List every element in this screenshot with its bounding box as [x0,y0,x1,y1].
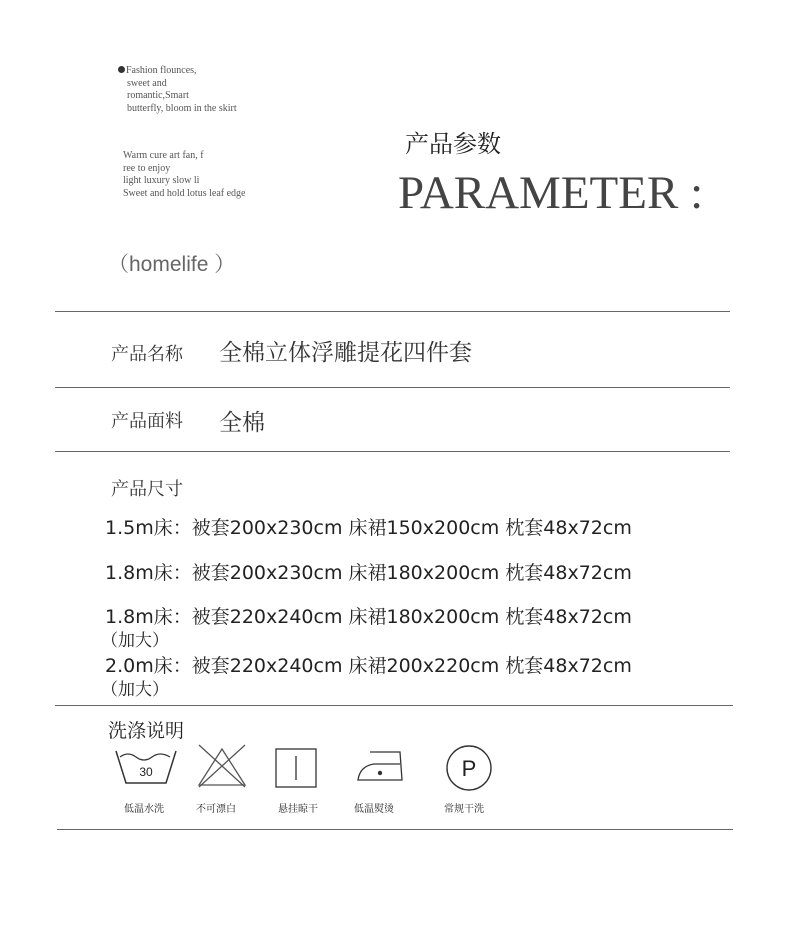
care-label: 悬挂晾干 [278,804,318,815]
intro-line: Sweet and hold lotus leaf edge [123,187,246,199]
intro-line: light luxury slow li [123,175,200,186]
divider [55,705,733,706]
product-name-label: 产品名称 [111,344,183,365]
bullet-icon [118,66,125,73]
divider [55,387,730,388]
heading-cn: 产品参数 [405,130,501,158]
line-dry-icon [275,748,317,788]
intro-line: Fashion flounces, [126,65,197,76]
wash-30-icon [114,747,178,787]
size-bed: 1.8m床： [105,562,192,584]
heading-en: PARAMETER : [398,167,704,219]
product-size-label: 产品尺寸 [111,479,183,500]
product-fabric-label: 产品面料 [111,411,183,432]
care-label: 常规干洗 [444,804,484,815]
size-row [105,513,632,540]
intro-text-a [118,65,237,115]
size-bed: 1.5m床： [105,517,192,539]
intro-line: butterfly, bloom in the skirt [127,102,237,114]
size-bed: 2.0m床： [105,655,192,677]
divider [57,829,733,830]
homelife-text: （homelife ） [108,253,236,276]
dry-clean-letter: P [461,756,477,781]
wash-temp-text: 30 [139,765,153,779]
care-label: 低温水洗 [124,804,164,815]
intro-text-b [123,150,245,200]
size-bed: 1.8m床： [105,606,192,628]
divider [55,311,730,312]
size-row [105,651,632,678]
size-spec: 被套200x230cm 床裙180x200cm 枕套48x72cm [191,562,632,584]
intro-line: ree to enjoy [123,162,171,174]
care-title: 洗涤说明 [108,720,185,742]
care-label: 不可漂白 [196,804,236,815]
size-note: （加大） [101,631,169,651]
size-row [105,602,632,629]
size-spec: 被套200x230cm 床裙150x200cm 枕套48x72cm [191,517,632,539]
dry-clean-icon [445,744,493,792]
size-spec: 被套220x240cm 床裙180x200cm 枕套48x72cm [191,606,632,628]
care-label: 低温熨烫 [354,804,394,815]
size-spec: 被套220x240cm 床裙200x220cm 枕套48x72cm [191,655,632,677]
intro-line: Warm cure art fan, f [123,150,204,161]
size-note: （加大） [101,680,169,700]
product-fabric-value: 全棉 [219,410,265,436]
intro-line: romantic,Smart [127,90,189,101]
no-bleach-icon [196,743,248,789]
size-row [105,558,632,585]
intro-line: sweet and [127,77,167,89]
iron-low-icon [356,746,406,784]
divider [55,451,730,452]
product-name-value: 全棉立体浮雕提花四件套 [219,340,472,366]
